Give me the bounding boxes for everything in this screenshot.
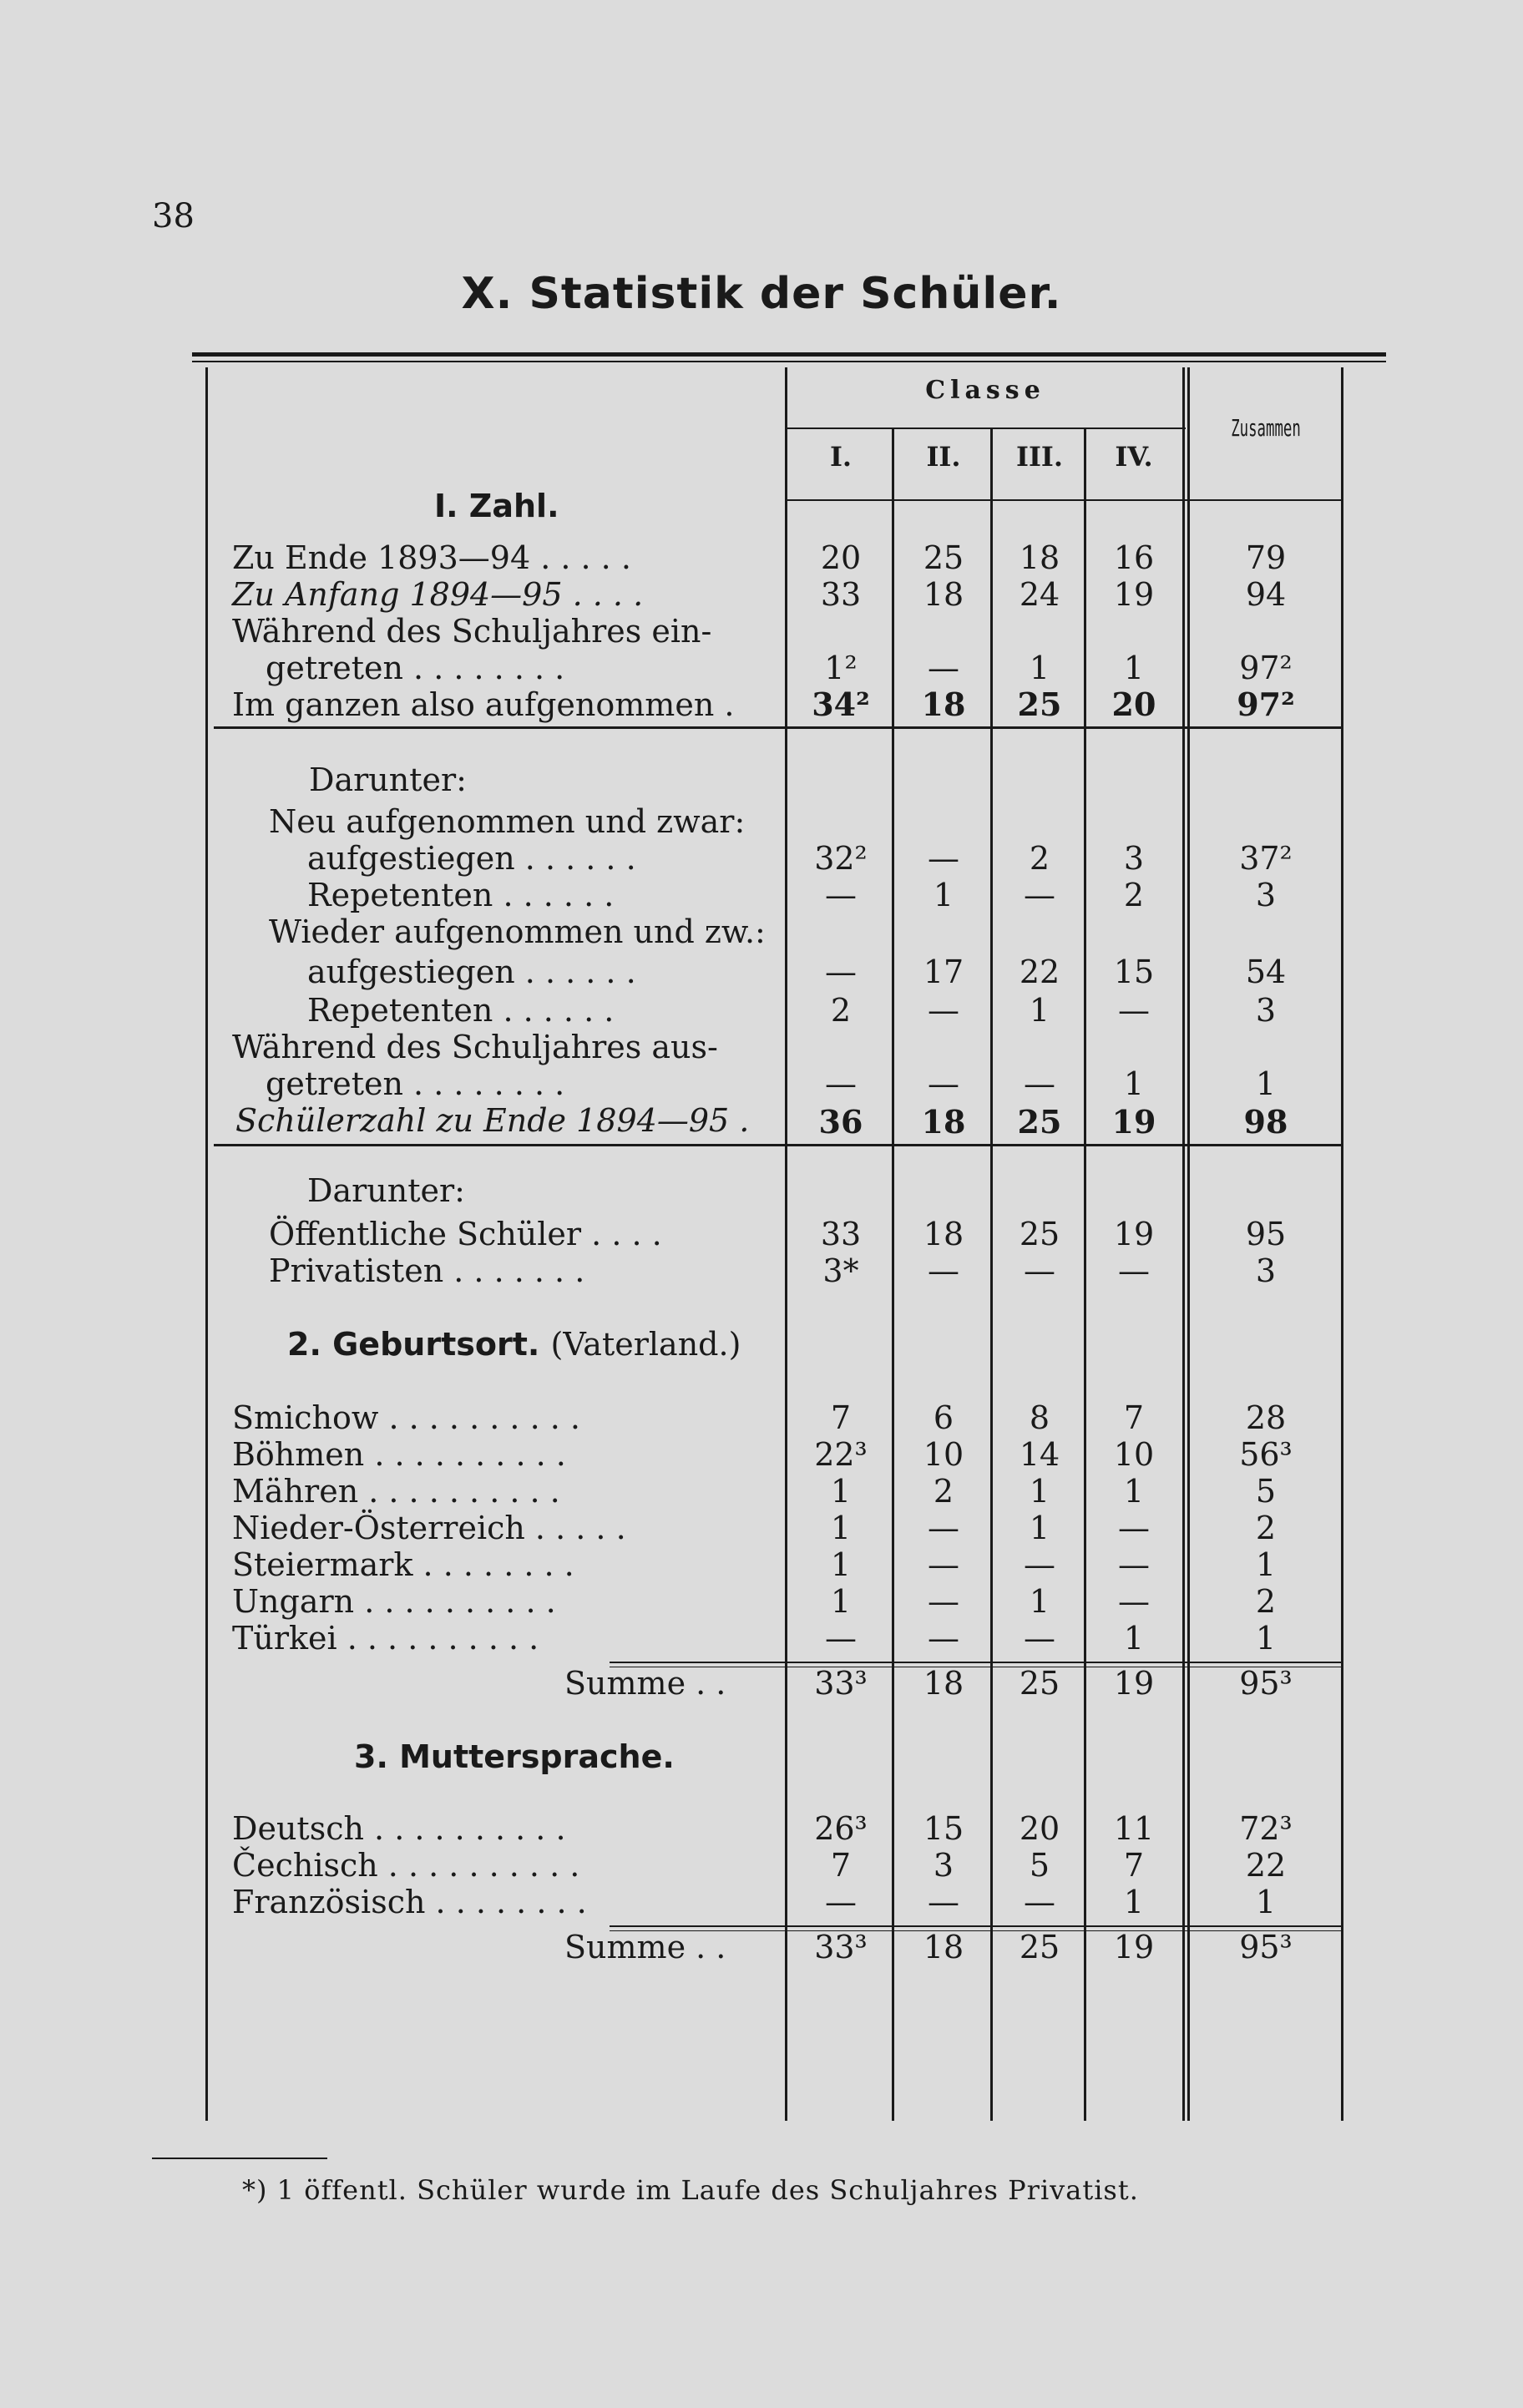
header-col-2: II. [926,441,961,473]
table-cell: 14 [1019,1436,1060,1473]
table-cell: 34² [812,685,870,723]
table-cell: 22 [1019,954,1060,990]
row-label: Neu aufgenommen und zwar: [269,803,746,840]
header-bottom-rule [785,499,1341,501]
table-cell: 17 [923,954,964,990]
table-cell: 26³ [814,1810,868,1847]
page-title: X. Statistik der Schüler. [461,269,1062,319]
table-cell: 32² [814,840,868,877]
table-cell: 56³ [1239,1436,1293,1473]
table-cell: 11 [1113,1810,1155,1847]
table-cell: 36 [818,1103,863,1141]
table-cell: 33 [820,1216,862,1252]
row-label: Öffentliche Schüler . . . . [269,1216,662,1252]
table-cell: 7 [1123,1847,1145,1884]
row-label: Mähren . . . . . . . . . . [232,1473,560,1510]
table-cell: 1 [830,1546,852,1583]
table-cell: 1 [1255,1546,1277,1583]
table-cell: — [1118,1252,1150,1289]
classe-rule [785,427,1186,429]
table-cell: 19 [1113,1665,1155,1702]
table-cell: 3 [1255,992,1277,1029]
table-cell: — [928,992,959,1029]
table-cell: 18 [923,1665,964,1702]
footnote: *) 1 öffentl. Schüler wurde im Laufe des Schuljahres Privatist. [242,2174,1139,2206]
table-cell: — [1024,1620,1055,1657]
row-label: Während des Schuljahres ein- [232,613,712,650]
row-label: Darunter: [309,761,467,798]
table-cell: 2 [1255,1510,1277,1546]
row-label: Französisch . . . . . . . . [232,1884,587,1920]
table-cell: 1 [1029,1583,1050,1620]
table-cell: 7 [830,1847,852,1884]
table-cell: 95 [1245,1216,1287,1252]
table-cell: 19 [1113,1216,1155,1252]
table-cell: 33³ [814,1929,868,1965]
table-cell: 1 [1255,1620,1277,1657]
row-label: Ungarn . . . . . . . . . . [232,1583,556,1620]
table-cell: 25 [1019,1665,1060,1702]
table-cell: 7 [1123,1399,1145,1436]
table-cell: 1 [1029,1510,1050,1546]
table-cell: 5 [1029,1847,1050,1884]
sum-label: Summe . . [564,1665,726,1702]
table-cell: — [928,1884,959,1920]
page-number: 38 [152,197,195,235]
table-cell: 33 [820,576,862,613]
section-title-geburtsort [287,1326,741,1363]
section-title-zahl: I. Zahl. [434,488,559,524]
table-cell: — [825,954,857,990]
header-col-3: III. [1015,441,1064,473]
table-cell: — [928,1065,959,1102]
table-cell: — [825,1884,857,1920]
footnote-rule [152,2158,327,2159]
table-cell: 3 [1123,840,1145,877]
table-cell: 1 [1029,992,1050,1029]
table-cell: 95³ [1239,1929,1293,1965]
row-label: Privatisten . . . . . . . [269,1252,585,1289]
table-cell: 98 [1243,1103,1288,1141]
sum-label: Summe . . [564,1929,726,1965]
table-cell: 1 [830,1510,852,1546]
table-cell: 19 [1113,576,1155,613]
row-label: getreten . . . . . . . . [266,1065,565,1102]
row-label: Zu Anfang 1894—95 . . . . [232,576,644,613]
row-label: getreten . . . . . . . . [266,650,565,686]
table-cell: 79 [1245,539,1287,576]
table-cell: 18 [921,1103,966,1141]
table-cell: 25 [923,539,964,576]
table-cell: 22 [1245,1847,1287,1884]
table-cell: — [1024,1252,1055,1289]
row-label: Repetenten . . . . . . [307,992,615,1029]
table-cell: 18 [921,685,966,723]
table-top-rule-thin [192,361,1386,362]
table-cell: — [1118,1510,1150,1546]
table-cell: 8 [1029,1399,1050,1436]
table-cell: 15 [923,1810,964,1847]
table-cell: 22³ [814,1436,868,1473]
table-cell: — [1024,1065,1055,1102]
table-cell: — [825,1065,857,1102]
row-label: Wieder aufgenommen und zw.: [269,913,766,950]
table-cell: — [1118,1546,1150,1583]
table-cell: 33³ [814,1665,868,1702]
table-cell: 72³ [1239,1810,1293,1847]
row-label: Zu Ende 1893—94 . . . . . [232,539,631,576]
table-cell: — [928,1252,959,1289]
row-label: Steiermark . . . . . . . . [232,1546,574,1583]
table-cell: 25 [1019,1216,1060,1252]
sum-rule [610,1925,1341,1927]
section-title-muttersprache: 3. Muttersprache. [354,1738,675,1775]
left-border [205,367,208,2121]
table-cell: 2 [830,992,852,1029]
row-label: Im ganzen also aufgenommen . [232,686,735,723]
row-label: Smichow . . . . . . . . . . [232,1399,580,1436]
table-cell: — [928,1583,959,1620]
row-label: aufgestiegen . . . . . . [307,840,636,877]
table-cell: 25 [1017,1103,1062,1141]
row-label: Türkei . . . . . . . . . . [232,1620,539,1657]
table-cell: 1 [1123,1065,1145,1102]
right-border [1341,367,1343,2121]
table-cell: 2 [1123,877,1145,913]
table-cell: 25 [1019,1929,1060,1965]
table-cell: 1 [1029,1473,1050,1510]
row-label: aufgestiegen . . . . . . [307,954,636,990]
table-cell: 1 [830,1473,852,1510]
table-cell: — [928,1510,959,1546]
table-cell: 1 [1255,1065,1277,1102]
table-cell: 18 [923,1216,964,1252]
row-label: Deutsch . . . . . . . . . . [232,1810,566,1847]
table-cell: 25 [1017,685,1062,723]
section-title-text: 2. Geburtsort. [287,1326,540,1363]
table-cell: 97² [1237,685,1295,723]
row-label: Nieder-Österreich . . . . . [232,1510,626,1546]
table-cell: 20 [820,539,862,576]
table-cell: 37² [1239,840,1293,877]
table-cell: 1 [1123,1884,1145,1920]
col-divider-4 [1182,367,1185,2121]
row-label: Darunter: [307,1172,465,1209]
table-cell: 3* [822,1252,859,1289]
table-cell: — [1118,992,1150,1029]
row-label: Schülerzahl zu Ende 1894—95 . [235,1102,750,1139]
table-cell: 1 [1029,650,1050,686]
table-cell: 1 [830,1583,852,1620]
table-cell: — [1024,877,1055,913]
table-cell: 10 [923,1436,964,1473]
table-cell: — [928,1620,959,1657]
table-cell: 3 [1255,877,1277,913]
header-col-1: I. [829,441,853,473]
table-cell: 2 [1029,840,1050,877]
table-cell: 3 [933,1847,954,1884]
table-cell: 19 [1113,1929,1155,1965]
row-divider [214,1144,1341,1146]
row-label: Čechisch . . . . . . . . . . [232,1847,580,1884]
table-cell: 7 [830,1399,852,1436]
table-cell: 95³ [1239,1665,1293,1702]
table-cell: 19 [1111,1103,1156,1141]
table-cell: 24 [1019,576,1060,613]
table-cell: — [928,650,959,686]
table-cell: 1 [1123,1620,1145,1657]
table-cell: — [825,1620,857,1657]
section-subtitle: (Vaterland.) [550,1326,741,1363]
table-cell: — [928,840,959,877]
table-cell: 6 [933,1399,954,1436]
table-cell: 15 [1113,954,1155,990]
table-cell: 10 [1113,1436,1155,1473]
table-cell: — [1024,1546,1055,1583]
label-column-border [785,367,787,2121]
header-col-4: IV. [1115,441,1153,473]
table-cell: 2 [933,1473,954,1510]
row-divider [214,726,1341,729]
table-cell: 5 [1255,1473,1277,1510]
table-top-rule [192,352,1386,357]
table-cell: 3 [1255,1252,1277,1289]
table-cell: 20 [1019,1810,1060,1847]
header-classe: Classe [925,376,1045,405]
row-label: Während des Schuljahres aus- [232,1029,718,1065]
table-cell: 1 [1123,1473,1145,1510]
table-cell: 1 [1255,1884,1277,1920]
table-cell: 2 [1255,1583,1277,1620]
table-cell: — [928,1546,959,1583]
row-label: Repetenten . . . . . . [307,877,615,913]
col-divider-4b [1187,367,1190,2121]
table-cell: 18 [1019,539,1060,576]
table-cell: 28 [1245,1399,1287,1436]
table-cell: 1 [933,877,954,913]
sum-rule [610,1662,1341,1663]
table-cell: — [1024,1884,1055,1920]
header-zusammen: Zusammen [1231,414,1301,442]
table-cell: 18 [923,576,964,613]
table-cell: — [1118,1583,1150,1620]
table-cell: — [825,877,857,913]
table-cell: 94 [1245,576,1287,613]
table-cell: 1² [824,650,858,686]
table-cell: 20 [1111,685,1156,723]
table-cell: 1 [1123,650,1145,686]
table-cell: 18 [923,1929,964,1965]
row-label: Böhmen . . . . . . . . . . [232,1436,566,1473]
table-cell: 54 [1245,954,1287,990]
table-cell: 97² [1239,650,1293,686]
table-cell: 16 [1113,539,1155,576]
